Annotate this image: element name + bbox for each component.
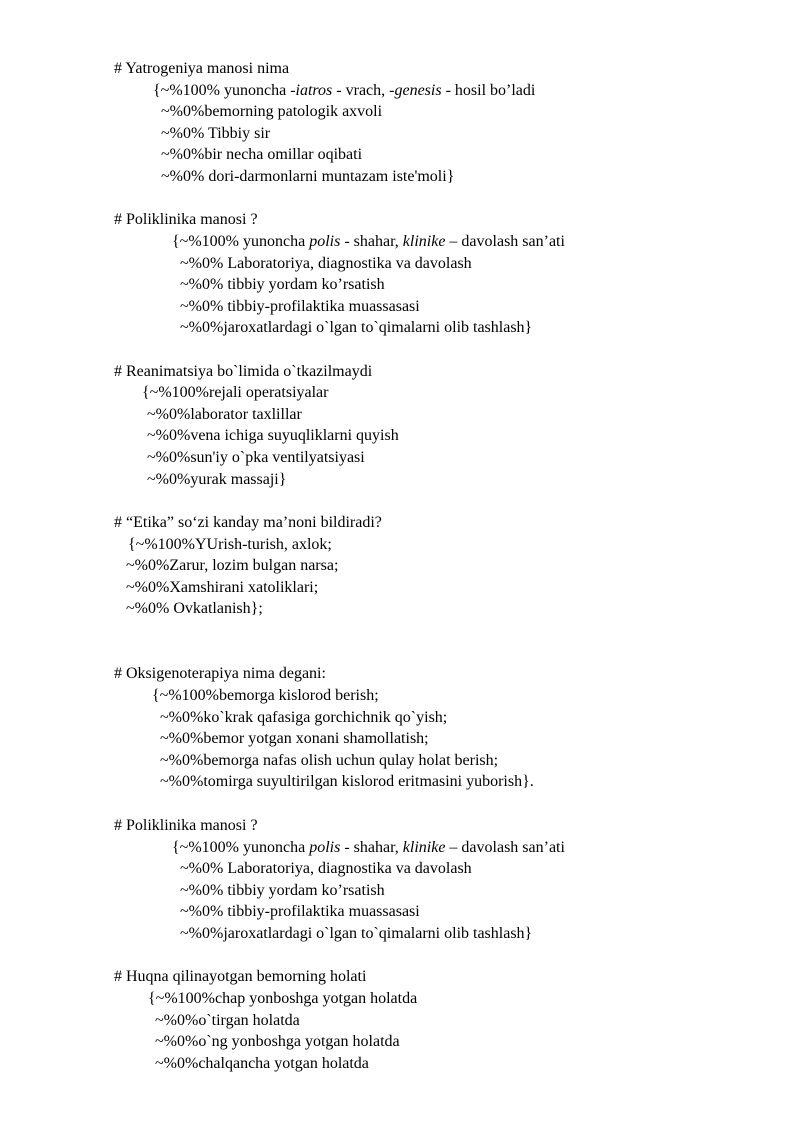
question-heading: # Poliklinika manosi ?: [114, 211, 258, 228]
answer-option: ~%0%jaroxatlardagi o`lgan to`qimalarni olib tashlash}: [180, 925, 533, 942]
answer-option: ~%0%o`ng yonboshga yotgan holatda: [155, 1033, 400, 1050]
answer-option: ~%0%Xamshirani xatoliklari;: [126, 579, 319, 596]
question-heading: # “Etika” so‘zi kanday ma’noni bildiradi?: [114, 514, 382, 531]
answer-option: ~%0% tibbiy-profilaktika muassasasi: [180, 903, 420, 920]
answer-option-correct: {~%100% yunoncha -iatros - vrach, -genesis - hosil bo’ladi: [153, 82, 536, 99]
answer-option: ~%0%laborator taxlillar: [147, 406, 302, 423]
answer-option: ~%0% tibbiy yordam ko’rsatish: [180, 882, 385, 899]
answer-option-correct: {~%100% yunoncha polis - shahar, klinike – davolash san’ati: [172, 839, 565, 856]
answer-option: ~%0% Ovkatlanish};: [126, 600, 263, 617]
answer-option-correct: {~%100%chap yonboshga yotgan holatda: [148, 990, 418, 1007]
answer-option: ~%0%vena ichiga suyuqliklarni quyish: [147, 427, 399, 444]
answer-option: ~%0%Zarur, lozim bulgan narsa;: [126, 557, 339, 574]
answer-option: ~%0% Laboratoriya, diagnostika va davolash: [180, 255, 472, 272]
answer-option: ~%0%jaroxatlardagi o`lgan to`qimalarni olib tashlash}: [180, 319, 533, 336]
answer-option: ~%0% dori-darmonlarni muntazam iste'moli}: [161, 168, 455, 185]
answer-option: ~%0%bemorga nafas olish uchun qulay holat berish;: [160, 752, 499, 769]
answer-option: ~%0%sun'iy o`pka ventilyatsiyasi: [147, 449, 365, 466]
answer-option: ~%0%bemor yotgan xonani shamollatish;: [160, 730, 429, 747]
question-heading: # Reanimatsiya bo`limida o`tkazilmaydi: [114, 363, 373, 380]
answer-option-correct: {~%100%YUrish-turish, axlok;: [128, 536, 332, 553]
answer-option: ~%0%chalqancha yotgan holatda: [155, 1055, 369, 1072]
answer-option: ~%0%ko`krak qafasiga gorchichnik qo`yish;: [160, 709, 448, 726]
answer-option: ~%0% tibbiy-profilaktika muassasasi: [180, 298, 420, 315]
answer-option: ~%0% Laboratoriya, diagnostika va davolash: [180, 860, 472, 877]
question-heading: # Huqna qilinayotgan bemorning holati: [114, 968, 367, 985]
answer-option: ~%0%tomirga suyultirilgan kislorod eritmasini yuborish}.: [160, 773, 534, 790]
answer-option: ~%0%bir necha omillar oqibati: [161, 146, 363, 163]
question-heading: # Yatrogeniya manosi nima: [114, 60, 290, 77]
answer-option: ~%0%bemorning patologik axvoli: [161, 103, 383, 120]
answer-option-correct: {~%100%bemorga kislorod berish;: [152, 687, 379, 704]
answer-option: ~%0% Tibbiy sir: [161, 125, 271, 142]
question-heading: # Oksigenoterapiya nima degani:: [114, 665, 326, 682]
answer-option: ~%0%o`tirgan holatda: [155, 1012, 300, 1029]
answer-option: ~%0% tibbiy yordam ko’rsatish: [180, 276, 385, 293]
question-heading: # Poliklinika manosi ?: [114, 817, 258, 834]
answer-option-correct: {~%100%rejali operatsiyalar: [142, 384, 329, 401]
answer-option: ~%0%yurak massaji}: [147, 471, 287, 488]
answer-option-correct: {~%100% yunoncha polis - shahar, klinike – davolash san’ati: [172, 233, 565, 250]
